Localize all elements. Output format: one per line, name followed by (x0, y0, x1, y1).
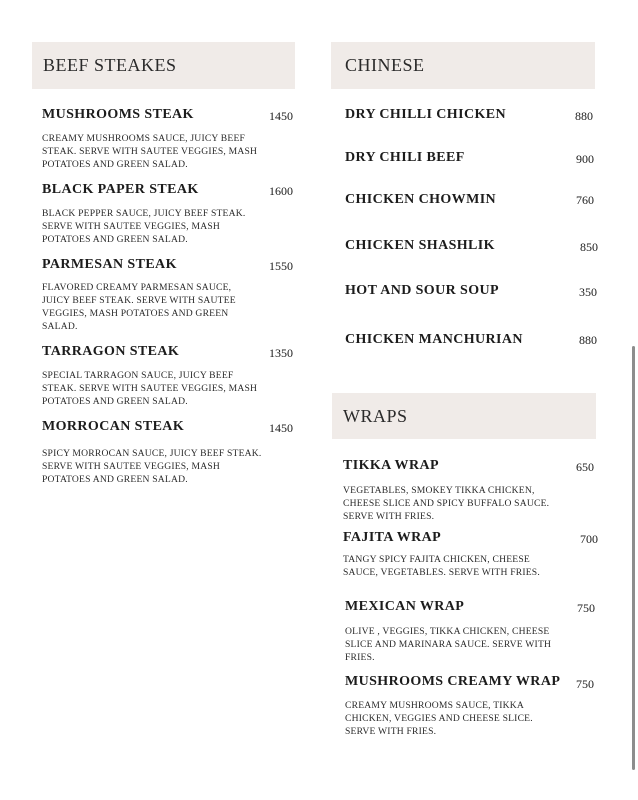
menu-item-description: SPECIAL TARRAGON SAUCE, JUICY BEEF STEAK. SERVE WITH SAUTEE VEGGIES, MASH POTATOES AND GREEN SALAD. (42, 370, 258, 407)
menu-item-price: 1550 (269, 259, 293, 273)
menu-item-name: TIKKA WRAP (343, 458, 439, 473)
wraps-header (332, 393, 596, 439)
menu-item-description: CREAMY MUSHROOMS SAUCE, TIKKA CHICKEN, VEGGIES AND CHEESE SLICE. SERVE WITH FRIES. (345, 700, 533, 737)
menu-item-price: 880 (575, 109, 593, 123)
menu-item-name: CHICKEN SHASHLIK (345, 238, 495, 253)
menu-item-price: 1450 (269, 421, 293, 435)
section-title: BEEF STEAKES (43, 55, 177, 75)
menu-item-price: 880 (579, 333, 597, 347)
menu-item-price: 1350 (269, 346, 293, 360)
menu-item-price: 1450 (269, 109, 293, 123)
menu-item-name: DRY CHILI BEEF (345, 150, 465, 165)
menu-item-price: 760 (576, 193, 594, 207)
menu-item-description: CREAMY MUSHROOMS SAUCE, JUICY BEEF STEAK. SERVE WITH SAUTEE VEGGIES, MASH POTATOES AND GREEN SALAD. (42, 133, 258, 170)
menu-item-name: MEXICAN WRAP (345, 599, 465, 614)
section-title: CHINESE (345, 55, 425, 75)
menu-item-name: MORROCAN STEAK (42, 419, 185, 434)
menu-item-description: OLIVE , VEGGIES, TIKKA CHICKEN, CHEESE SLICE AND MARINARA SAUCE. SERVE WITH FRIES. (345, 626, 552, 663)
menu-item-price: 750 (577, 601, 595, 615)
menu-item-price: 1600 (269, 184, 293, 198)
menu-item-name: MUSHROOMS STEAK (42, 107, 194, 122)
menu-item-price: 650 (576, 460, 594, 474)
menu-item-name: PARMESAN STEAK (42, 257, 177, 272)
scrollbar-thumb[interactable] (632, 346, 635, 770)
menu-item-name: CHICKEN MANCHURIAN (345, 332, 523, 347)
menu-item-description: BLACK PEPPER SAUCE, JUICY BEEF STEAK. SERVE WITH SAUTEE VEGGIES, MASH POTATOES AND GREEN SALAD. (42, 208, 246, 245)
chinese-header (331, 42, 595, 89)
menu-item-name: TARRAGON STEAK (42, 344, 180, 359)
menu-item-description: TANGY SPICY FAJITA CHICKEN, CHEESE SAUCE, VEGETABLES. SERVE WITH FRIES. (343, 554, 540, 578)
menu-item-name: MUSHROOMS CREAMY WRAP (345, 674, 561, 689)
menu-item-price: 900 (576, 152, 594, 166)
section-title: WRAPS (343, 405, 408, 426)
menu-item-description: FLAVORED CREAMY PARMESAN SAUCE, JUICY BEEF STEAK. SERVE WITH SAUTEE VEGGIES, MASH POTATOES AND GREEN SALAD. (42, 282, 236, 332)
menu-item-description: SPICY MORROCAN SAUCE, JUICY BEEF STEAK. SERVE WITH SAUTEE VEGGIES, MASH POTATOES AND GREEN SALAD. (42, 448, 262, 485)
menu-item-price: 750 (576, 677, 594, 691)
beef-steakes-header (32, 42, 295, 89)
menu-item-name: DRY CHILLI CHICKEN (345, 107, 506, 122)
menu-item-price: 700 (580, 532, 598, 546)
menu-item-name: FAJITA WRAP (343, 530, 442, 545)
menu-item-price: 350 (579, 285, 597, 299)
menu-item-name: CHICKEN CHOWMIN (345, 192, 497, 207)
menu-item-name: HOT AND SOUR SOUP (345, 283, 499, 298)
menu-item-description: VEGETABLES, SMOKEY TIKKA CHICKEN, CHEESE SLICE AND SPICY BUFFALO SAUCE. SERVE WITH FRIES. (343, 485, 550, 522)
menu-item-price: 850 (580, 240, 598, 254)
menu-item-name: BLACK PAPER STEAK (42, 182, 199, 197)
